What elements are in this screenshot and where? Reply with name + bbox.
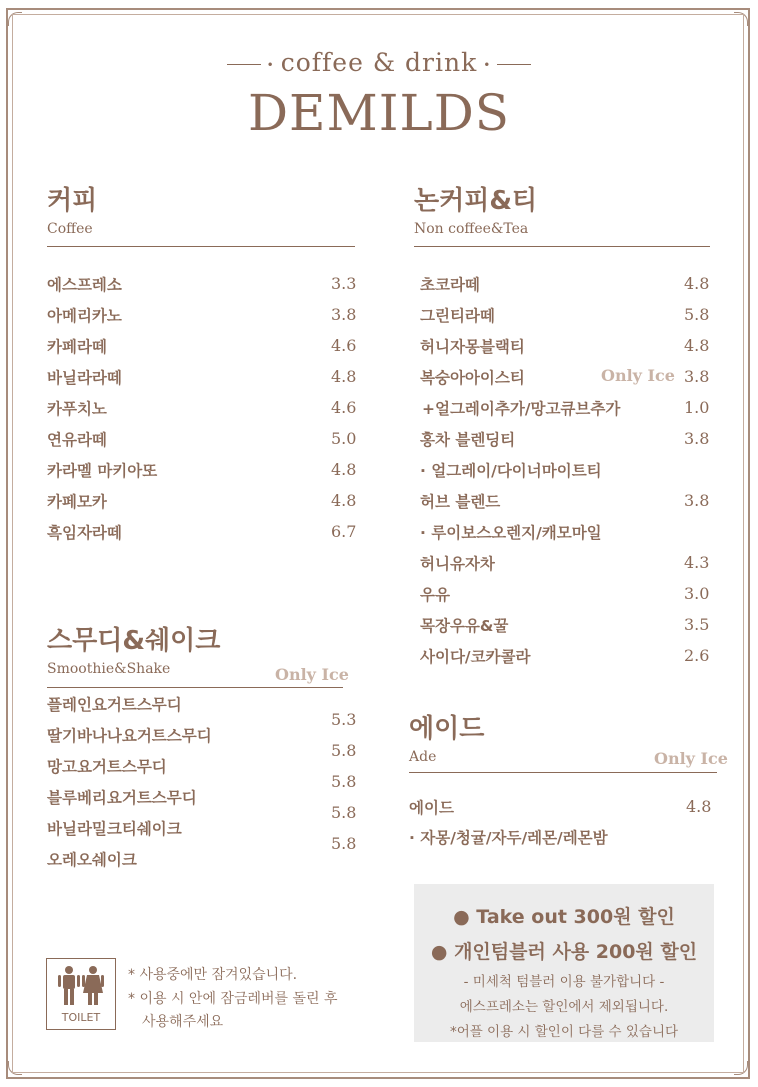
menu-item-name: 우유 xyxy=(420,586,450,604)
menu-item-name: 초코라떼 xyxy=(420,276,480,294)
menu-item-name: 에이드 xyxy=(409,799,454,817)
notice-line: - 미세척 텀블러 이용 불가합니다 - xyxy=(463,974,665,990)
brand-title: DEMILDS xyxy=(247,84,511,142)
coffee-subtitle: Coffee xyxy=(47,221,93,237)
menu-item-price: 4.8 xyxy=(331,460,357,479)
notice-line: 에스프레소는 할인에서 제외됩니다. xyxy=(459,999,669,1015)
restroom-icon xyxy=(55,965,107,1007)
coffee-divider xyxy=(47,246,355,247)
menu-item-detail: · 자몽/청귤/자두/레몬/레몬밤 xyxy=(409,829,608,847)
menu-item-price: 2.6 xyxy=(684,646,710,665)
menu-item-price: 5.8 xyxy=(331,741,357,760)
divider xyxy=(227,64,261,65)
toilet-note: * 이용 시 안에 잠금레버를 돌린 후 xyxy=(128,991,338,1007)
menu-item-name: 아메리카노 xyxy=(47,307,122,325)
dot-icon: • xyxy=(266,57,275,72)
menu-item-price: 3.8 xyxy=(684,367,710,386)
menu-item-price: 4.6 xyxy=(331,336,357,355)
menu-item-name: 그린티라떼 xyxy=(420,307,495,325)
notice-tumbler: ● 개인텀블러 사용 200원 할인 xyxy=(430,941,698,963)
menu-item-name: +얼그레이추가/망고큐브추가 xyxy=(422,400,621,418)
noncoffee-title: 논커피&티 xyxy=(414,186,538,216)
menu-item-price: 4.3 xyxy=(684,553,710,572)
only-ice-label: Only Ice xyxy=(654,749,728,768)
menu-item-name: 카페모카 xyxy=(47,493,107,511)
menu-item-price: 5.8 xyxy=(331,834,357,853)
only-ice-label: Only Ice xyxy=(601,366,675,385)
menu-item-price: 3.8 xyxy=(684,429,710,448)
noncoffee-subtitle: Non coffee&Tea xyxy=(414,221,529,237)
menu-item-name: 사이다/코카콜라 xyxy=(420,648,531,666)
menu-item-price: 4.6 xyxy=(331,398,357,417)
menu-item-price: 5.8 xyxy=(684,305,710,324)
menu-item-price: 3.3 xyxy=(331,274,357,293)
menu-item-price: 3.8 xyxy=(684,491,710,510)
menu-item-name: 블루베리요거트스무디 xyxy=(47,789,197,807)
menu-item-price: 4.8 xyxy=(331,491,357,510)
menu-item-name: 에스프레소 xyxy=(47,276,122,294)
menu-item-detail: · 루이보스오렌지/캐모마일 xyxy=(420,524,602,542)
menu-item-name: 복숭아아이스티 xyxy=(420,369,525,387)
menu-item-name: 목장우유&꿀 xyxy=(420,617,509,635)
menu-item-name: 오레오쉐이크 xyxy=(47,851,137,869)
ade-title: 에이드 xyxy=(409,714,485,744)
toilet-note: 사용해주세요 xyxy=(142,1014,224,1030)
menu-item-name: 허니유자차 xyxy=(420,555,495,573)
menu-item-name: 연유라떼 xyxy=(47,431,107,449)
menu-item-name: 바닐라라떼 xyxy=(47,369,122,387)
menu-item-name: 허니자몽블랙티 xyxy=(420,338,525,356)
smoothie-divider xyxy=(47,687,343,688)
menu-item-price: 4.8 xyxy=(331,367,357,386)
divider xyxy=(497,64,531,65)
menu-item-price: 3.8 xyxy=(331,305,357,324)
menu-item-price: 4.8 xyxy=(684,336,710,355)
menu-item-name: 허브 블렌드 xyxy=(420,493,501,511)
discount-notice xyxy=(414,884,714,1042)
menu-item-name: 홍차 블렌딩티 xyxy=(420,431,516,449)
menu-item-price: 1.0 xyxy=(684,398,710,417)
menu-item-price: 3.5 xyxy=(684,615,710,634)
menu-item-name: 플레인요거트스무디 xyxy=(47,696,182,714)
menu-item-price: 5.0 xyxy=(331,429,357,448)
dot-icon: • xyxy=(483,57,492,72)
coffee-title: 커피 xyxy=(47,186,98,216)
menu-item-price: 5.8 xyxy=(331,772,357,791)
menu-item-price: 3.0 xyxy=(684,584,710,603)
menu-item-price: 4.8 xyxy=(686,797,712,816)
subtitle-text: coffee & drink xyxy=(280,48,478,77)
menu-item-price: 6.7 xyxy=(331,522,357,541)
header-subtitle xyxy=(0,48,758,77)
ade-subtitle: Ade xyxy=(409,749,437,765)
noncoffee-divider xyxy=(414,246,710,247)
smoothie-subtitle: Smoothie&Shake xyxy=(47,661,171,677)
menu-item-name: 흑임자라떼 xyxy=(47,524,122,542)
notice-takeout: ● Take out 300원 할인 xyxy=(453,906,675,928)
ade-divider xyxy=(409,772,717,773)
menu-item-name: 카라멜 마키아또 xyxy=(47,462,158,480)
menu-item-name: 망고요거트스무디 xyxy=(47,758,167,776)
smoothie-title: 스무디&쉐이크 xyxy=(47,626,221,656)
toilet-sign xyxy=(46,958,116,1030)
only-ice-label: Only Ice xyxy=(275,665,349,684)
menu-item-name: 바닐라밀크티쉐이크 xyxy=(47,820,182,838)
menu-item-detail: · 얼그레이/다이너마이트티 xyxy=(420,462,602,480)
toilet-note: * 사용중에만 잠겨있습니다. xyxy=(128,967,298,983)
notice-line: *어플 이용 시 할인이 다를 수 있습니다 xyxy=(449,1024,679,1040)
menu-item-name: 카페라떼 xyxy=(47,338,107,356)
menu-item-name: 딸기바나나요거트스무디 xyxy=(47,727,212,745)
menu-item-price: 5.3 xyxy=(331,710,357,729)
menu-item-price: 5.8 xyxy=(331,803,357,822)
menu-item-name: 카푸치노 xyxy=(47,400,107,418)
menu-item-price: 4.8 xyxy=(684,274,710,293)
toilet-label: TOILET xyxy=(61,1011,101,1024)
